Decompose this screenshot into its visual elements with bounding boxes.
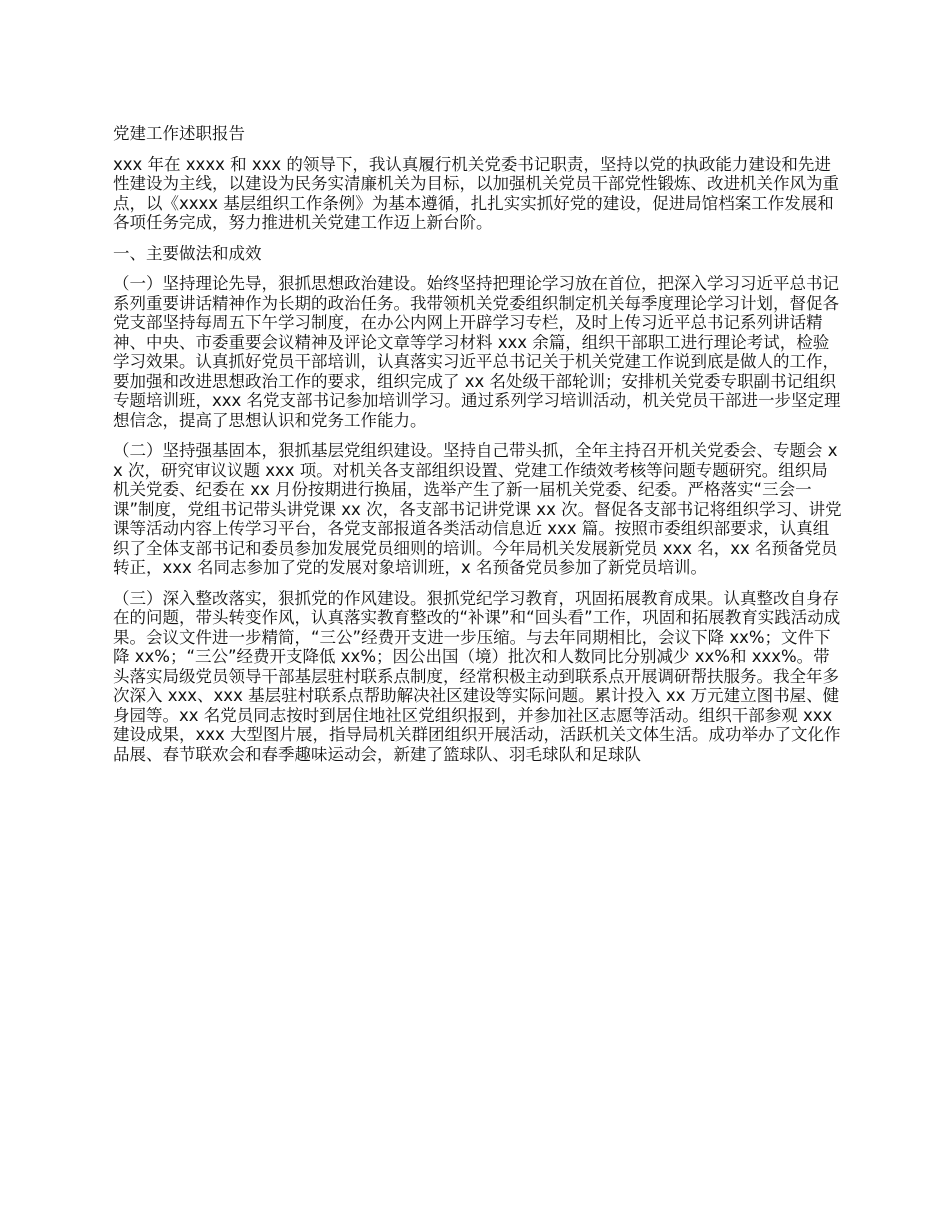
paragraph-style: （三）深入整改落实，狠抓党的作风建设。狠抓党纪学习教育，巩固拓展教育成果。认真整改自身存在的问题，带头转变作风，认真落实教育整改的“补课”和“回头看”工作，巩固和拓展教育实践活动成果。会议文件进一步精简，“三公”经费开支进一步压缩。与去年同期相比，会议下降 xx%；文件下降 xx%；“三公”经费开支降低 xx%；因公出国（境）批次和人数同比分别减少 xx%和 xxx%。带头落实局级党员领导干部基层驻村联系点制度，经常积极主动到联系点开展调研帮扶服务。我全年多次深入 xxx、xxx 基层驻村联系点帮助解决社区建设等实际问题。累计投入 xx 万元建立图书屋、健身园等。xx 名党员同志按时到居住地社区党组织报到，并参加社区志愿等活动。组织干部参观 xxx 建设成果，xxx 大型图片展，指导局机关群团组织开展活动，活跃机关文体生活。成功举办了文化作品展、春节联欢会和春季趣味运动会，新建了篮球队、羽毛球队和足球队 [113,588,841,764]
document-title: 党建工作述职报告 [113,124,245,143]
document-body [113,124,843,775]
paragraph-theory: （一）坚持理论先导，狠抓思想政治建设。始终坚持把理论学习放在首位，把深入学习习近平总书记系列重要讲话精神作为长期的政治任务。我带领机关党委组织制定机关每季度理论学习计划，督促各党支部坚持每周五下午学习制度，在办公内网上开辟学习专栏，及时上传习近平总书记系列讲话精神、中央、市委重要会议精神及评论文章等学习材料 xxx 余篇，组织干部职工进行理论考试，检验学习效果。认真抓好党员干部培训，认真落实习近平总书记关于机关党建工作说到底是做人的工作，要加强和改进思想政治工作的要求，组织完成了 xx 名处级干部轮训；安排机关党委专职副书记组织专题培训班，xxx 名党支部书记参加培训学习。通过系列学习培训活动，机关党员干部进一步坚定理想信念，提高了思想认识和党务工作能力。 [113,274,841,430]
section-heading: 一、主要做法和成效 [113,243,262,263]
intro-paragraph: xxx 年在 xxxx 和 xxx 的领导下，我认真履行机关党委书记职责，坚持以党的执政能力建设和先进性建设为主线，以建设为民务实清廉机关为目标，以加强机关党员干部党性锻炼、改进机关作风为重点，以《xxxx 基层组织工作条例》为基本遵循，扎扎实实抓好党的建设，促进局馆档案工作发展和各项任务完成，努力推进机关党建工作迈上新台阶。 [113,154,839,232]
paragraph-grassroots: （二）坚持强基固本，狠抓基层党组织建设。坚持自己带头抓，全年主持召开机关党委会、专题会 xx 次，研究审议议题 xxx 项。对机关各支部组织设置、党建工作绩效考核等问题专题研究。组织局机关党委、纪委在 xx 月份按期进行换届，选举产生了新一届机关党委、纪委。严格落实“三会一课”制度，党组书记带头讲党课 xx 次，各支部书记讲党课 xx 次。督促各支部书记将组织学习、讲党课等活动内容上传学习平台，各党支部报道各类活动信息近 xxx 篇。按照市委组织部要求，认真组织了全体支部书记和委员参加发展党员细则的培训。今年局机关发展新党员 xxx 名，xx 名预备党员转正，xxx 名同志参加了党的发展对象培训班，x 名预备党员参加了新党员培训。 [113,441,842,577]
